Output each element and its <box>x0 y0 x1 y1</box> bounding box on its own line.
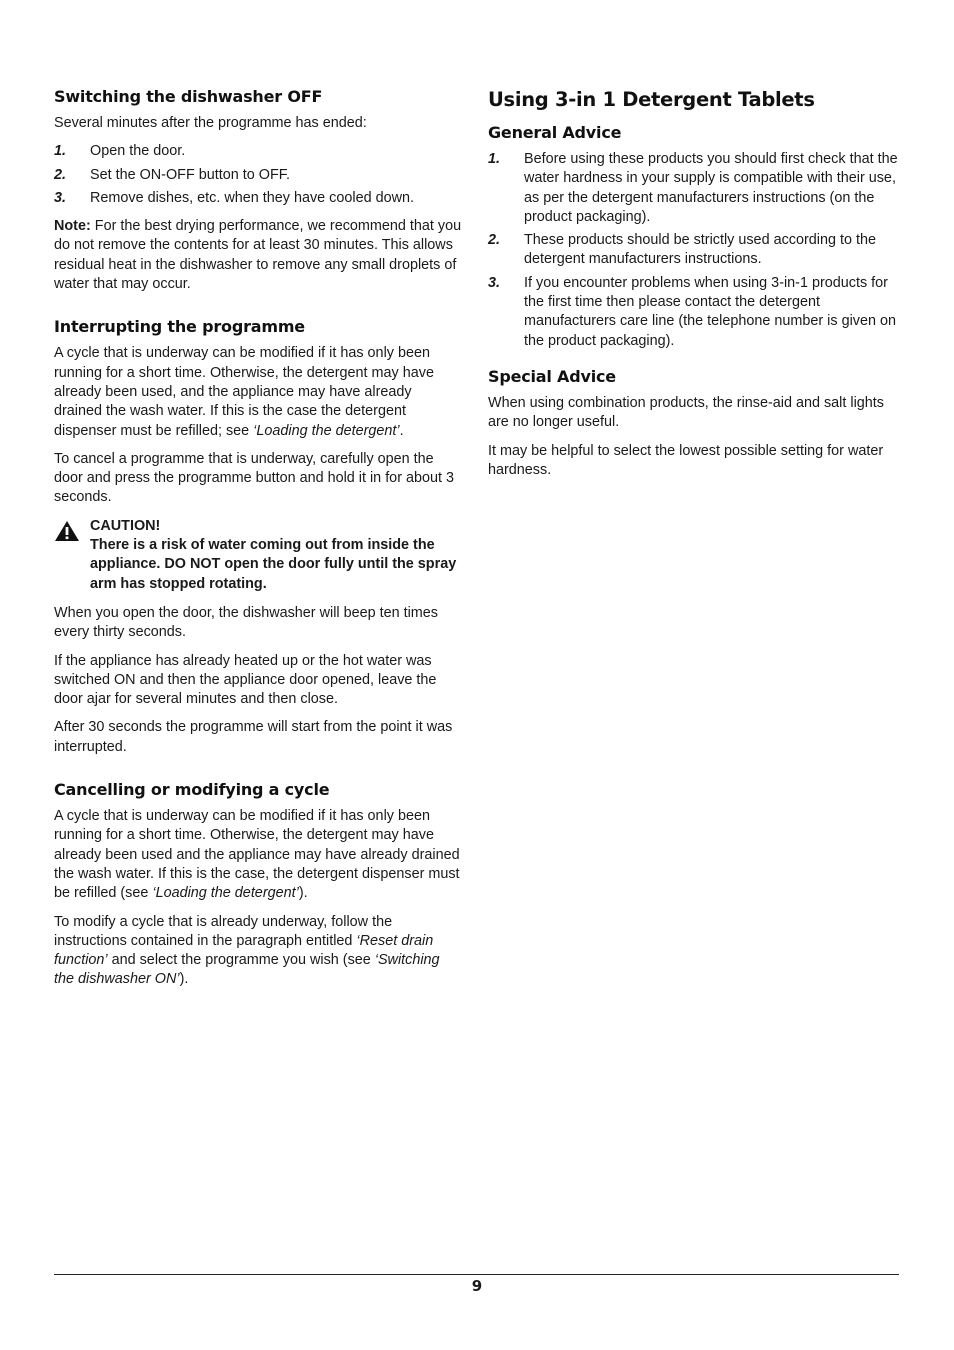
step-number: 1. <box>488 151 501 167</box>
step-text: Open the door. <box>90 143 186 160</box>
page-number: 9 <box>471 1277 483 1295</box>
steps-list <box>54 142 462 208</box>
cross-reference: ‘Switching the dishwasher ON’ <box>54 952 440 988</box>
cross-reference: ‘Loading the detergent’ <box>152 885 299 902</box>
step-number: 2. <box>54 166 67 183</box>
section-general-advice <box>488 122 898 351</box>
section-heading: Special Advice <box>488 366 616 386</box>
cross-reference: ‘Reset drain function’ <box>54 932 434 969</box>
step-number: 3. <box>488 274 501 291</box>
paragraph: If the appliance has already heated up or the hot water was switched ON and then the appliance door opened, leave the door ajar for several minutes and then close. <box>54 652 437 708</box>
caution-title: CAUTION! <box>90 517 161 534</box>
footer-divider <box>54 1274 899 1275</box>
section-heading: Interrupting the programme <box>54 317 305 337</box>
section-cancelling <box>54 779 462 990</box>
paragraph: After 30 seconds the programme will start from the point it was interrupted. <box>54 719 453 755</box>
step-text: Before using these products you should first check that the water hardness in your supply is compatible with their use, as per the detergent manufacturers instructions (on the product packaging). <box>524 151 898 225</box>
paragraph: To cancel a programme that is underway, carefully open the door and press the programme button and hold it in for about 3 seconds. <box>54 450 454 506</box>
section-interrupting <box>54 316 462 757</box>
page-title: Using 3-in 1 Detergent Tablets <box>488 88 815 111</box>
section-heading: General Advice <box>488 123 622 142</box>
section-special-advice <box>488 366 898 480</box>
step-text: These products should be strictly used according to the detergent manufacturers instructions. <box>524 232 876 268</box>
warning-triangle-icon <box>54 517 90 594</box>
right-column <box>488 86 898 489</box>
paragraph: A cycle that is underway can be modified if it has only been running for a short time. Otherwise, the detergent may have already been used, and the appliance may have already drained the wash water. If this is the case the detergent dispenser must be refilled; see ‘Loading the detergent’. <box>54 345 434 439</box>
list-item <box>54 166 462 185</box>
step-text: Remove dishes, etc. when they have cooled down. <box>90 189 414 206</box>
note-paragraph <box>54 217 462 294</box>
step-number: 3. <box>54 189 67 206</box>
step-number: 1. <box>54 143 67 160</box>
caution-body <box>90 517 462 594</box>
step-text: Set the ON-OFF button to OFF. <box>90 166 290 183</box>
list-item <box>54 189 462 208</box>
caution-text: There is a risk of water coming out from inside the appliance. DO NOT open the door fully until the spray arm has stopped rotating. <box>90 537 457 592</box>
list-item <box>488 150 898 227</box>
note-text: For the best drying performance, we recommend that you do not remove the contents for at least 30 minutes. This allows residual heat in the dishwasher to remove any small droplets of water that may occur. <box>54 218 462 293</box>
note-label: Note: <box>54 218 91 235</box>
list-item <box>488 274 898 351</box>
intro-text: Several minutes after the programme has ended: <box>54 115 367 131</box>
paragraph: It may be helpful to select the lowest possible setting for water hardness. <box>488 442 884 478</box>
cross-reference: ‘Loading the detergent’ <box>253 422 400 439</box>
section-heading: Cancelling or modifying a cycle <box>54 780 330 800</box>
list-item <box>488 231 898 270</box>
caution-box <box>54 517 462 594</box>
paragraph: A cycle that is underway can be modified if it has only been running for a short time. Otherwise, the detergent may have already been used and the appliance may have already drained the wash water. If this is the case, the detergent dispenser must be refilled (see ‘Loading the detergent’). <box>54 808 460 902</box>
section-switching-off <box>54 86 462 294</box>
paragraph: To modify a cycle that is already underway, follow the instructions contained in the paragraph entitled ‘Reset drain function’ and select the programme you wish (see ‘Switching the dishwasher ON’). <box>54 913 440 988</box>
section-heading: Switching the dishwasher OFF <box>54 87 323 106</box>
paragraph: When using combination products, the rinse-aid and salt lights are no longer useful. <box>488 394 884 431</box>
steps-list <box>488 150 898 351</box>
list-item <box>54 142 462 161</box>
step-text: If you encounter problems when using 3-in-1 products for the first time then please contact the detergent manufacturers care line (the telephone number is given on the product packaging). <box>524 274 896 349</box>
left-column <box>54 86 462 999</box>
paragraph: When you open the door, the dishwasher will beep ten times every thirty seconds. <box>54 604 438 641</box>
step-number: 2. <box>488 232 501 249</box>
